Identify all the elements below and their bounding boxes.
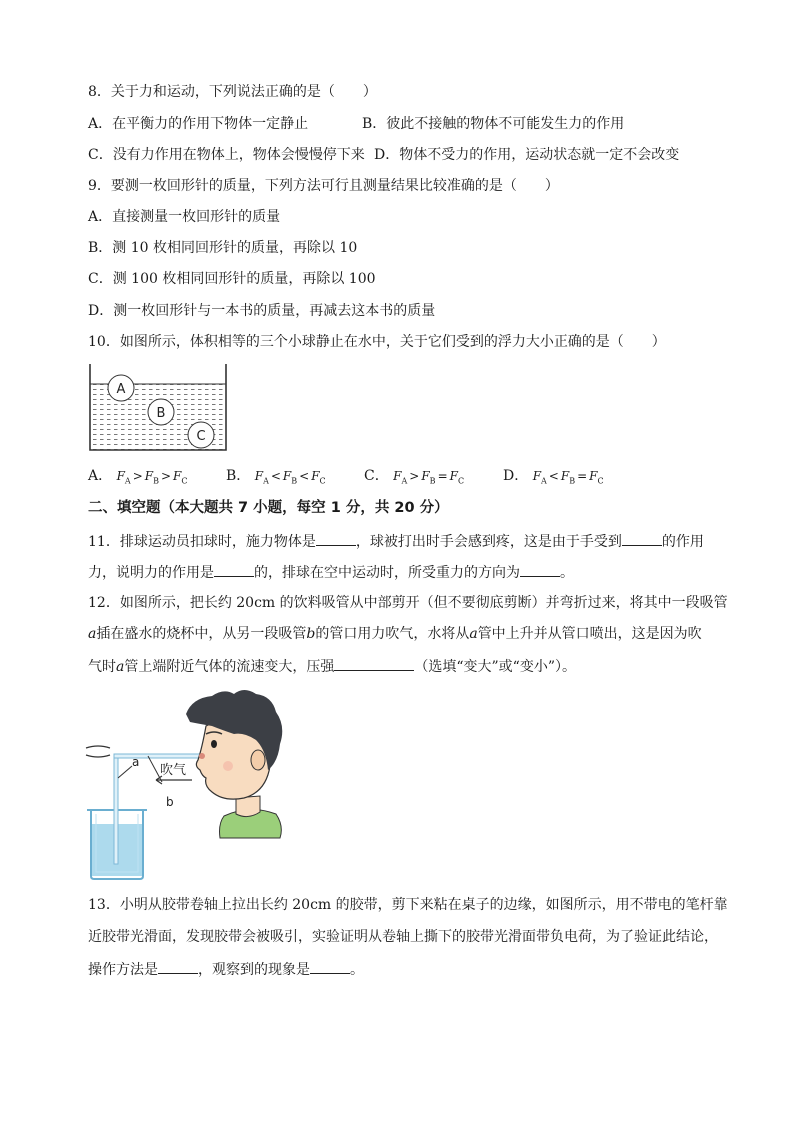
q10-option-b: B． $F_A < F_B < F_C$ (226, 468, 326, 486)
q8-option-c: C．没有力作用在物体上，物体会慢慢停下来 (88, 147, 365, 163)
q12-line-3: 气时a管上端附近气体的流速变大，压强 （选填“变大”或“变小”）。 (88, 656, 576, 676)
ball-b-label: B (156, 406, 166, 421)
q11-blank-1[interactable] (316, 531, 356, 546)
ball-c (188, 422, 214, 448)
q13-line-3: 操作方法是 ，观察到的现象是 。 (88, 959, 364, 979)
q12-straw-beaker-figure (84, 686, 288, 882)
blow-label: 吹气 (160, 763, 187, 778)
figure-label-b: b (166, 795, 174, 809)
q11-blank-2[interactable] (622, 531, 662, 546)
q10-stem: 10．如图所示，体积相等的三个小球静止在水中，关于它们受到的浮力大小正确的是（ ） (88, 334, 666, 350)
q10-option-d: D． $F_A < F_B = F_C$ (503, 468, 604, 486)
q11-line-2: 力，说明力的作用是 的，排球在空中运动时，所受重力的方向为 。 (88, 562, 574, 582)
q11-blank-4[interactable] (520, 562, 560, 577)
q13-blank-1[interactable] (158, 959, 198, 974)
q13-blank-2[interactable] (310, 959, 350, 974)
q13-line-1: 13．小明从胶带卷轴上拉出长约 20cm 的胶带，剪下来粘在桌子的边缘，如图所示，用不带电的笔杆靠 (88, 897, 728, 913)
section-2-title: 二、填空题（本大题共 7 小题，每空 1 分，共 20 分） (88, 500, 449, 516)
ball-b (148, 399, 174, 425)
q9-option-b: B．测 10 枚相同回形针的质量，再除以 10 (88, 240, 358, 256)
q13-line-2: 近胶带光滑面，发现胶带会被吸引，实验证明从卷轴上撕下的胶带光滑面带负电荷，为了验证此结论， (88, 929, 718, 945)
ball-a-label: A (116, 382, 126, 397)
q9-option-a: A．直接测量一枚回形针的质量 (88, 209, 281, 225)
q9-option-c: C．测 100 枚相同回形针的质量，再除以 100 (88, 271, 376, 287)
q12-line-1: 12．如图所示，把长约 20cm 的饮料吸管从中部剪开（但不要彻底剪断）并弯折过来，将其中一段吸管 (88, 595, 728, 611)
q8-option-d: D．物体不受力的作用，运动状态就一定不会改变 (374, 147, 680, 163)
ball-a (108, 375, 134, 401)
airflow-lines (86, 746, 110, 757)
q8-option-a: A．在平衡力的作用下物体一定静止 (88, 116, 309, 132)
q9-stem: 9．要测一枚回形针的质量，下列方法可行且测量结果比较准确的是（ ） (88, 178, 559, 194)
q11-line-1: 11．排球运动员扣球时，施力物体是 ，球被打出时手会感到疼，这是由于手受到 的作用 (88, 531, 704, 551)
q8-stem: 8．关于力和运动，下列说法正确的是（ ） (88, 84, 377, 100)
q12-line-2: a插在盛水的烧杯中，从另一段吸管b的管口用力吹气，水将从a管中上升并从管口喷出，这是因为吹 (88, 626, 702, 642)
figure-label-a: a (132, 755, 140, 769)
q10-water-tank-figure (86, 362, 232, 454)
ball-c-label: C (196, 429, 206, 444)
q10-option-a: A． $F_A > F_B > F_C$ (88, 468, 188, 486)
q12-blank-1[interactable] (334, 656, 414, 671)
q11-blank-3[interactable] (214, 562, 254, 577)
q9-option-d: D．测一枚回形针与一本书的质量，再减去这本书的质量 (88, 303, 436, 319)
straw-a (114, 758, 118, 864)
straw-b (114, 754, 202, 758)
q8-option-b: B．彼此不接触的物体不可能发生力的作用 (362, 116, 625, 132)
q10-option-c: C． $F_A > F_B = F_C$ (364, 468, 465, 486)
